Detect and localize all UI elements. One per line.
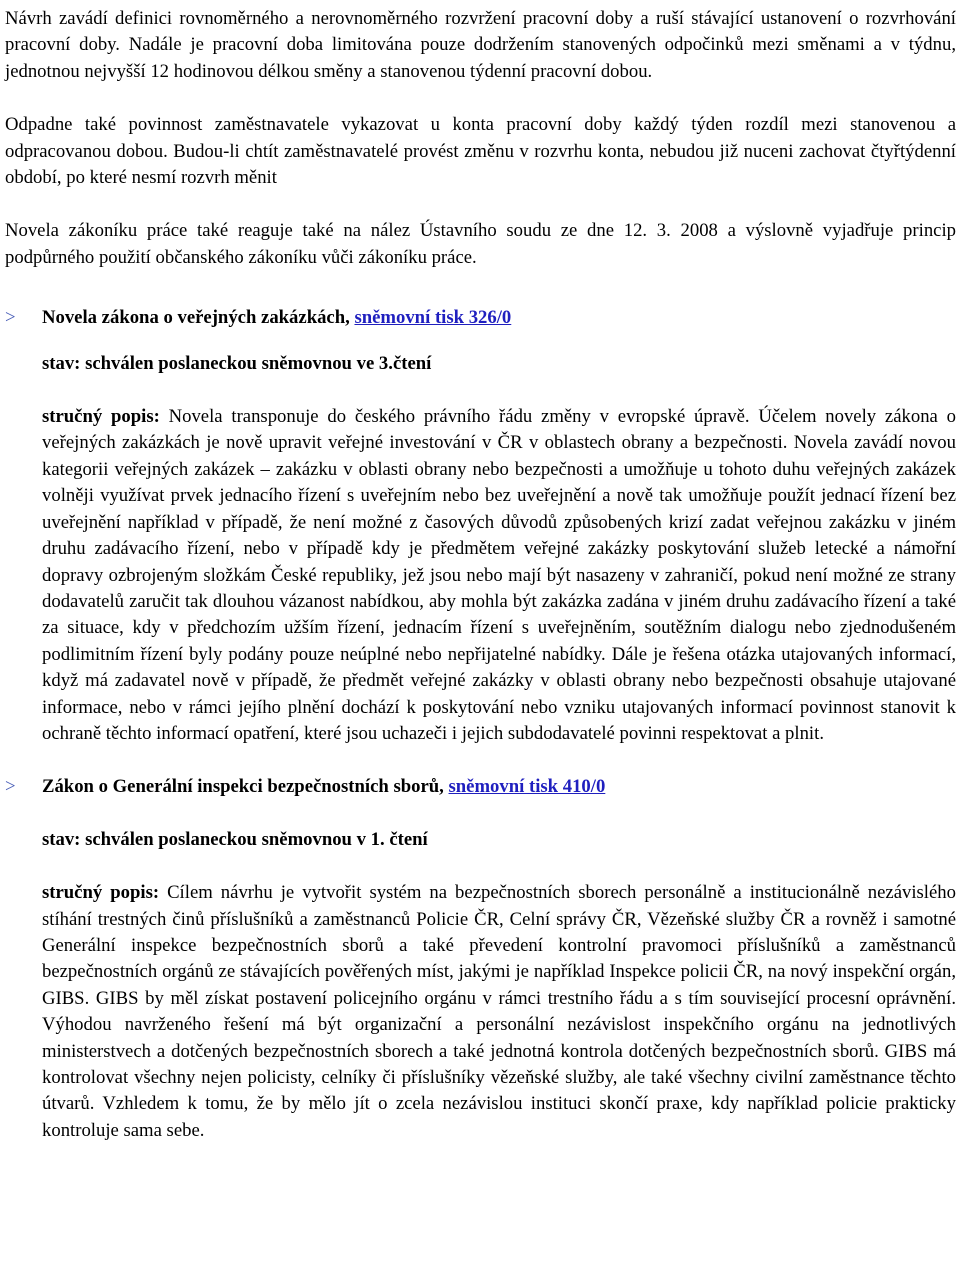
parliament-print-link[interactable]: sněmovní tisk 326/0 bbox=[354, 307, 512, 329]
parliament-print-link[interactable]: sněmovní tisk 410/0 bbox=[448, 776, 606, 798]
item-title: Zákon o Generální inspekci bezpečnostních sborů, bbox=[42, 776, 449, 798]
description-text: Novela transponuje do českého právního řádu změny v evropské úpravě. Účelem novely zákona o veřejných zakázkách je nově upravit veřejné investování v ČR v oblastech obrany a bezpečnosti. Novela zavádí novou kategorii veřejných zakázek – zakázku v oblasti obrany nebo bezpečnosti a umožňuje u tohoto duhu veřejných zakázek volněji využívat prvek jednacího řízení s uveřejním nebo bez uveřejnění a nově tak umožňuje použít jednací řízení bez uveřejnění například v případě, že není možné z časových důvodů způsobených krizí zadat veřejnou zakázku v jiném druhu zadávacího řízení, nebo v případě kdy je předmětem veřejné zakázky poskytování služeb letecké a námořní dopravy ozbrojeným složkám České republiky, jež jsou nebo mají být nasazeny v zahraničí, pokud není možné ze strany dodavatelů zaručit tak dlouhou vázanost nabídkou, aby mohla být zakázka zadána v jiném druhu zadávacího řízení a také za situace, kdy v předchozím užším řízení, jednacím řízení s uveřejněním, soutěžním dialogu nebo zjednodušeném podlimitním řízení byly podány pouze neúplné nebo nepřijatelné nabídky. Dále je řešena otázka utajovaných informací, když má zadavatel nově v případě, že předmět veřejné zakázky v oblasti obrany nebo bezpečnosti obsahuje utajované informace, nebo v rámci jejího plnění dochází k poskytování nebo vzniku utajovaných informací povinnost stanovit k ochraně těchto informací opatření, které jsou uchazeči i jejich subdodavatelé povinni respektovat a plnit. bbox=[42, 406, 956, 744]
item-status: stav: schválen poslaneckou sněmovnou v 1. čtení bbox=[42, 828, 428, 850]
item-description bbox=[5, 880, 956, 1144]
paragraph-constitutional-court: Novela zákoníku práce také reaguje také na nález Ústavního soudu ze dne 12. 3. 2008 a výslovně vyjadřuje princip podpůrného použití občanského zákoníku vůči zákoníku práce. bbox=[5, 220, 956, 268]
item-heading-public-procurement bbox=[5, 305, 956, 331]
bullet-arrow-icon: > bbox=[5, 307, 16, 329]
description-label: stručný popis: bbox=[42, 882, 160, 904]
description-label: stručný popis: bbox=[42, 406, 160, 428]
item-description bbox=[5, 404, 956, 747]
item-status: stav: schválen poslaneckou sněmovnou ve 3.čtení bbox=[42, 352, 432, 374]
bullet-arrow-icon: > bbox=[5, 776, 16, 798]
description-text: Cílem návrhu je vytvořit systém na bezpečnostních sborech personálně a institucionálně nezávislého stíhání trestných činů příslušníků a zaměstnanců Policie ČR, Celní správy ČR, Vězeňské služby ČR a rovněž i samotné Generální inspekce bezpečnostních sborů a také převedení kontrolní pravomoci příslušníků a zaměstnanců bezpečnostních orgánů ze stávajících pověřených míst, jakými je například Inspekce policii ČR, na nový inspekční orgán, GIBS. GIBS by měl získat postavení policejního orgánu v rámci trestního řádu a s tím související procesní oprávnění. Výhodou navrženého řešení má být organizační a personální nezávislost inspekčního orgánu na jednotlivých ministerstvech a dotčených bezpečnostních sborech a také jednotná kontrola dotčených bezpečnostních sborů. GIBS má kontrolovat všechny nejen policisty, celníky či příslušníky vězeňské služby, ale také všechny civilní zaměstnance těchto útvarů. Vzhledem k tomu, že by mělo jít o zcela nezávislou instituci skončí praxe, kdy například policie prakticky kontroluje sama sebe. bbox=[42, 882, 956, 1141]
item-title: Novela zákona o veřejných zakázkách, bbox=[42, 307, 355, 329]
item-heading-gibs bbox=[5, 774, 956, 800]
document-page bbox=[5, 0, 956, 1144]
paragraph-account-reporting: Odpadne také povinnost zaměstnavatele vykazovat u konta pracovní doby každý týden rozdíl mezi stanovenou a odpracovanou dobou. Budou-li chtít zaměstnavatelé provést změnu v rozvrhu konta, nebudou již nuceni zachovat čtyřtýdenní období, po které nesmí rozvrh měnit bbox=[5, 114, 956, 189]
paragraph-working-time: Návrh zavádí definici rovnoměrného a nerovnoměrného rozvržení pracovní doby a ruší stávající ustanovení o rozvrhování pracovní doby. Nadále je pracovní doba limitována pouze dodržením stanovených odpočinků mezi směnami a v týdnu, jednotnou nejvyšší 12 hodinovou délkou směny a stanovenou týdenní pracovní dobou. bbox=[5, 8, 956, 82]
